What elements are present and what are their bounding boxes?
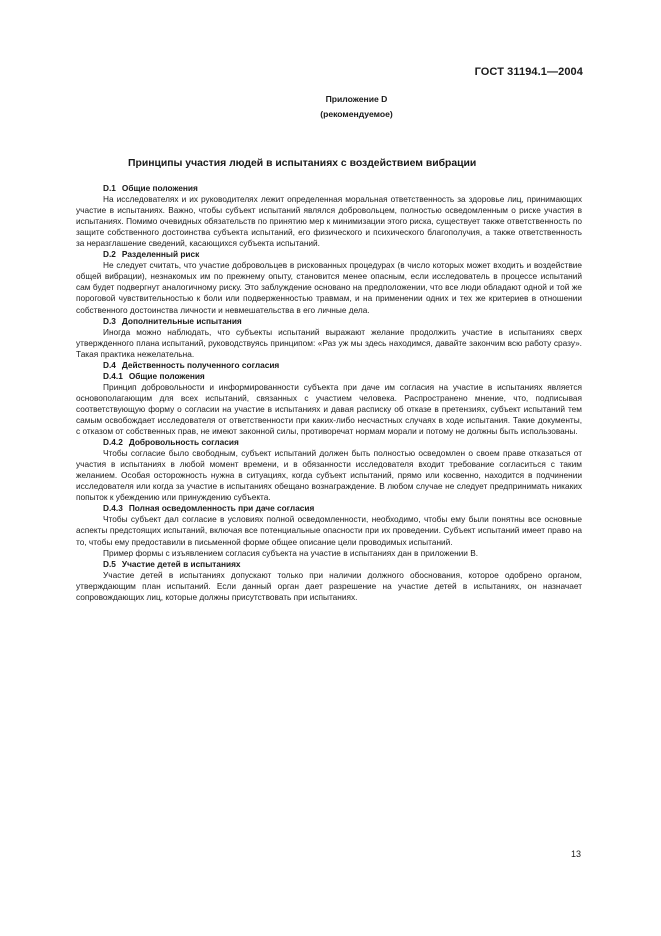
section-number: D.2 [103,249,116,260]
section-number: D.4.2 [103,437,123,448]
annex-status: (рекомендуемое) [320,109,393,119]
section-heading-text: Действенность полученного согласия [121,359,280,370]
section-heading [76,503,582,514]
section-number: D.4.3 [103,503,123,514]
body-paragraph: Участие детей в испытаниях допускают только при наличии должного обоснования, которое одобрено органом, утверждающим план испытаний. Если данный орган дает разрешение на участие детей в испытаниях, он назначает сопровождающих лиц, которые должны присутствовать при испытаниях. [76,569,582,602]
section-heading-text: Общие положения [121,183,198,193]
standard-code: ГОСТ 31194.1—2004 [474,66,583,78]
body-paragraph: Принцип добровольности и информированности субъекта при даче им согласия на участие в испытаниях является основополагающим для всех испытаний, связанных с участием человека. Распространено мнение, что, подписывая соответствующую форму о согласии на участие в испытаниях и давая расписку об отказе в претензиях, субъект испытаний тем самым освобождает исследователя от ответственности при каких-либо несчастных случаях в ходе испытания. Такие документы, с отказом от собственных прав, не имеют законной силы, противоречат нормам морали и потому не должны быть использованы. [76,381,582,437]
body-paragraph: Не следует считать, что участие добровольцев в рискованных процедурах (в число которых может входить и воздействие общей вибрации), незнакомых им по прежнему опыту, становится менее опасным, если исследователь в процессе испытаний сам будет подвергнут аналогичному риску. Это заблуждение основано на предположении, что все люди обладают одной и той же пороговой чувствительностью к боли или подверженностью травмам, и на применении одних и тех же критериев в отношении собственного достоинства личности и невмешательства в его личные дела. [76,260,582,315]
section-heading [76,360,582,371]
section-heading-text: Дополнительные испытания [121,315,242,326]
section-heading [76,316,582,327]
section-heading [76,183,582,194]
annex-title: Приложение D [325,94,388,104]
body-paragraph: Чтобы согласие было свободным, субъект испытаний должен быть полностью осведомлен о своем праве отказаться от участия в испытаниях в любой момент времени, и в обязанности исследователя входит требование согласиться с таким желанием. Особая осторожность нужна в ситуациях, когда субъект испытаний, прямо или косвенно, находится в подчинении исследователя или когда за участие в испытаниях обещано вознаграждение. В любом случае не следует предпринимать никаких попыток к убеждению или принуждению субъекта. [76,448,582,503]
section-number: D.4.1 [103,370,123,381]
page-number: 13 [570,849,581,859]
section-heading-text: Участие детей в испытаниях [121,558,241,569]
section-number: D.3 [103,315,116,326]
section-heading-text: Добровольность согласия [128,437,239,448]
section-heading [76,249,582,260]
body-paragraph: Чтобы субъект дал согласие в условиях полной осведомленности, необходимо, чтобы ему были понятны все основные аспекты предстоящих испытаний, включая все потенциальные опасности при их проведении. Субъект испытаний имеет право на то, чтобы ему предоставили в письменной форме общее описание цели проводимых испытаний. [76,514,582,547]
section-heading [76,559,582,570]
document-body [76,183,582,603]
body-paragraph: Пример формы с изъявлением согласия субъекта на участие в испытаниях дан в приложении B. [103,547,479,558]
section-number: D.4 [103,359,116,370]
section-heading [76,437,582,448]
annex-header [0,92,661,122]
body-paragraph: Иногда можно наблюдать, что субъекты испытаний выражают желание продолжить участие в испытаниях сверх утвержденного плана испытаний, руководствуясь принципом: «Раз уж мы здесь находимся, давайте закончим всю работу сразу». Такая практика нежелательна. [76,326,582,359]
body-paragraph: На исследователях и их руководителях лежит определенная моральная ответственность за здоровье лиц, принимающих участие в испытаниях. Важно, чтобы субъект испытаний являлся добровольцем, полностью осведомленным о риске участия в испытаниях. Помимо очевидных обязательств по принятию мер к минимизации этого риска, существует также ответственность по защите собственного достоинства субъекта испытаний, его физического и психического благополучия, а также ответственность за неразглашение сведений, касающихся субъекта испытаний. [76,194,582,249]
section-heading [76,371,582,382]
section-number: D.1 [103,183,116,193]
section-heading-text: Общие положения [128,370,205,381]
section-heading-text: Разделенный риск [121,249,200,260]
document-title: Принципы участия людей в испытаниях с воздействием вибрации [128,158,477,169]
section-heading-text: Полная осведомленность при даче согласия [128,503,315,514]
section-number: D.5 [103,558,116,569]
